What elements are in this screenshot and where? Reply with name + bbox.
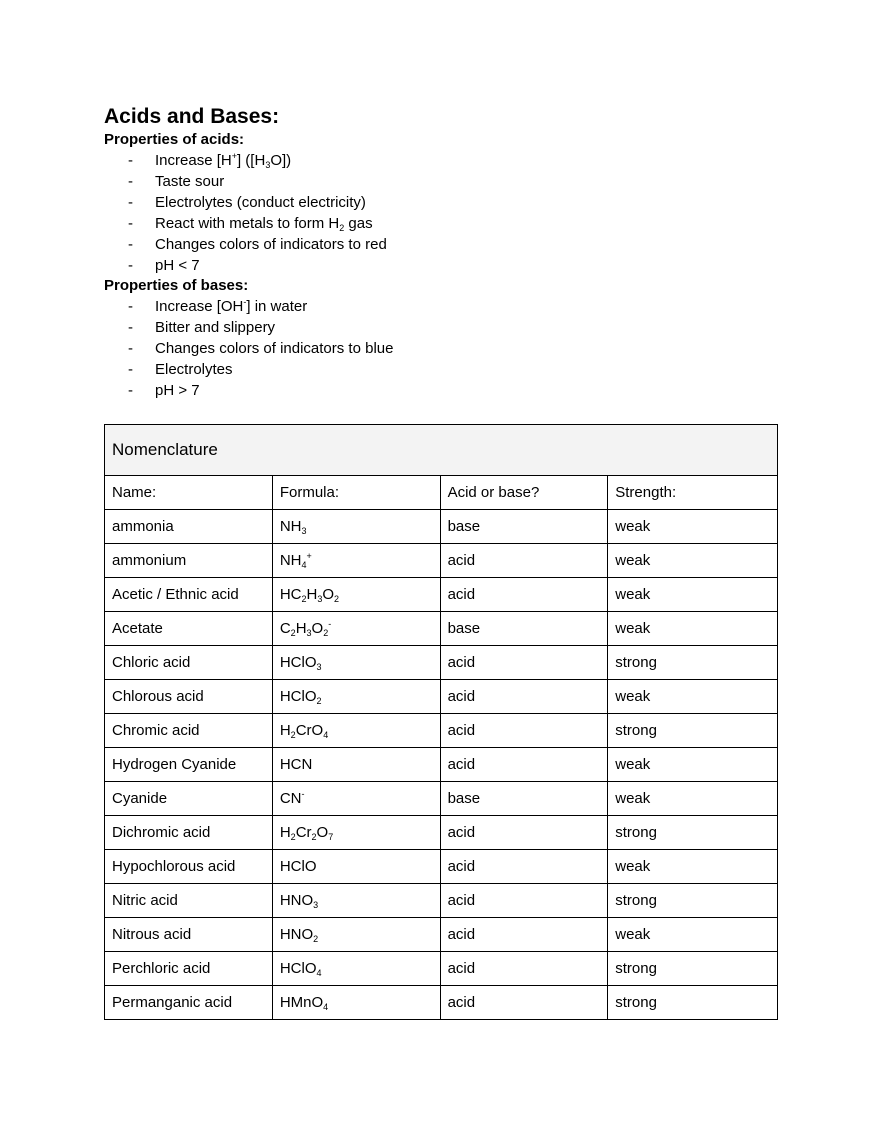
acid-or-base: acid [440, 850, 608, 884]
table-row [105, 544, 778, 578]
acid-property-item-text: Electrolytes (conduct electricity) [155, 194, 366, 211]
column-header: Acid or base? [440, 476, 608, 510]
dash-bullet: - [128, 215, 133, 232]
compound-name: Acetate [105, 612, 273, 646]
compound-name: Hydrogen Cyanide [105, 748, 273, 782]
base-property-item-text: Electrolytes [155, 361, 233, 378]
compound-name: Hypochlorous acid [105, 850, 273, 884]
base-property-item [104, 296, 778, 317]
dash-bullet: - [128, 361, 133, 378]
base-property-item [104, 317, 778, 338]
table-row [105, 510, 778, 544]
acid-or-base: acid [440, 918, 608, 952]
acids-heading: Properties of acids: [104, 131, 245, 148]
strength: weak [608, 748, 778, 782]
strength: strong [608, 816, 778, 850]
acid-or-base: acid [440, 646, 608, 680]
strength: strong [608, 646, 778, 680]
strength: weak [608, 782, 778, 816]
acid-property-item [104, 171, 778, 192]
compound-formula: HClO$_2$ [272, 680, 440, 714]
acid-or-base: acid [440, 714, 608, 748]
acid-or-base: acid [440, 816, 608, 850]
column-header: Formula: [272, 476, 440, 510]
compound-formula: $C_2H_3O_2^-$ [272, 612, 440, 646]
bases-heading: Properties of bases: [104, 277, 249, 294]
compound-formula: HClO$_4$ [272, 952, 440, 986]
table-row [105, 850, 778, 884]
strength: strong [608, 714, 778, 748]
table-row [105, 986, 778, 1020]
compound-name: Chloric acid [105, 646, 273, 680]
compound-name: Chromic acid [105, 714, 273, 748]
acid-or-base: acid [440, 578, 608, 612]
base-property-item [104, 380, 778, 401]
acid-or-base: acid [440, 748, 608, 782]
acid-or-base: acid [440, 986, 608, 1020]
acid-or-base: acid [440, 884, 608, 918]
strength: weak [608, 544, 778, 578]
table-row [105, 918, 778, 952]
strength: strong [608, 986, 778, 1020]
base-property-item [104, 338, 778, 359]
dash-bullet: - [128, 173, 133, 190]
page-title: Acids and Bases: [104, 105, 280, 128]
strength: weak [608, 918, 778, 952]
table-header-row [105, 476, 778, 510]
document-body [104, 104, 778, 401]
base-property-item-text: Bitter and slippery [155, 319, 276, 336]
table-row [105, 816, 778, 850]
acid-property-item-text: React with metals to form $H_2$ gas [155, 215, 373, 233]
dash-bullet: - [128, 298, 133, 315]
dash-bullet: - [128, 236, 133, 253]
acid-property-item [104, 150, 778, 171]
acid-property-item [104, 255, 778, 276]
acid-property-item-text: Increase [H+] $([H_3O])$ [155, 151, 292, 170]
compound-formula: $NH_4^+$ [272, 544, 440, 578]
strength: weak [608, 578, 778, 612]
compound-formula: $HNO_3$ [272, 884, 440, 918]
acid-or-base: acid [440, 680, 608, 714]
compound-formula: $H_2Cr_2O_7$ [272, 816, 440, 850]
acid-or-base: acid [440, 544, 608, 578]
compound-name: Nitric acid [105, 884, 273, 918]
table-row [105, 646, 778, 680]
acid-or-base: base [440, 782, 608, 816]
strength: strong [608, 952, 778, 986]
compound-name: ammonium [105, 544, 273, 578]
compound-formula: CN- [272, 782, 440, 816]
acids-list [104, 150, 778, 276]
compound-formula: $HC_2H_3O_2$ [272, 578, 440, 612]
table-title-row [105, 425, 778, 476]
table-title: Nomenclature [105, 425, 778, 476]
table-row [105, 884, 778, 918]
table-row [105, 714, 778, 748]
base-property-item [104, 359, 778, 380]
nomenclature-table [104, 424, 778, 1020]
column-header: Strength: [608, 476, 778, 510]
compound-name: Nitrous acid [105, 918, 273, 952]
strength: weak [608, 680, 778, 714]
base-property-item-text: Increase [OH-] in water [155, 297, 308, 315]
compound-formula: $HNO_2$ [272, 918, 440, 952]
compound-formula: HCN [272, 748, 440, 782]
compound-name: Permanganic acid [105, 986, 273, 1020]
acid-or-base: base [440, 612, 608, 646]
compound-formula: $NH_3$ [272, 510, 440, 544]
dash-bullet: - [128, 152, 133, 169]
acid-or-base: base [440, 510, 608, 544]
column-header: Name: [105, 476, 273, 510]
compound-name: Chlorous acid [105, 680, 273, 714]
acid-property-item [104, 213, 778, 234]
base-property-item-text: pH > 7 [155, 382, 200, 399]
table-row [105, 782, 778, 816]
acid-property-item [104, 234, 778, 255]
dash-bullet: - [128, 257, 133, 274]
strength: strong [608, 884, 778, 918]
compound-formula: $H_2CrO_4$ [272, 714, 440, 748]
compound-name: Dichromic acid [105, 816, 273, 850]
compound-formula: HClO$_3$ [272, 646, 440, 680]
acid-or-base: acid [440, 952, 608, 986]
table-row [105, 612, 778, 646]
acid-property-item-text: Taste sour [155, 173, 225, 190]
dash-bullet: - [128, 319, 133, 336]
acid-property-item [104, 192, 778, 213]
table-row [105, 748, 778, 782]
strength: weak [608, 850, 778, 884]
strength: weak [608, 612, 778, 646]
table-row [105, 952, 778, 986]
compound-name: Acetic / Ethnic acid [105, 578, 273, 612]
compound-name: ammonia [105, 510, 273, 544]
table-row [105, 680, 778, 714]
compound-formula: HClO [272, 850, 440, 884]
strength: weak [608, 510, 778, 544]
base-property-item-text: Changes colors of indicators to blue [155, 340, 394, 357]
dash-bullet: - [128, 340, 133, 357]
acid-property-item-text: pH < 7 [155, 257, 200, 274]
compound-name: Cyanide [105, 782, 273, 816]
acid-property-item-text: Changes colors of indicators to red [155, 236, 387, 253]
table-row [105, 578, 778, 612]
bases-list [104, 296, 778, 401]
dash-bullet: - [128, 194, 133, 211]
compound-name: Perchloric acid [105, 952, 273, 986]
compound-formula: HMnO$_4$ [272, 986, 440, 1020]
dash-bullet: - [128, 382, 133, 399]
